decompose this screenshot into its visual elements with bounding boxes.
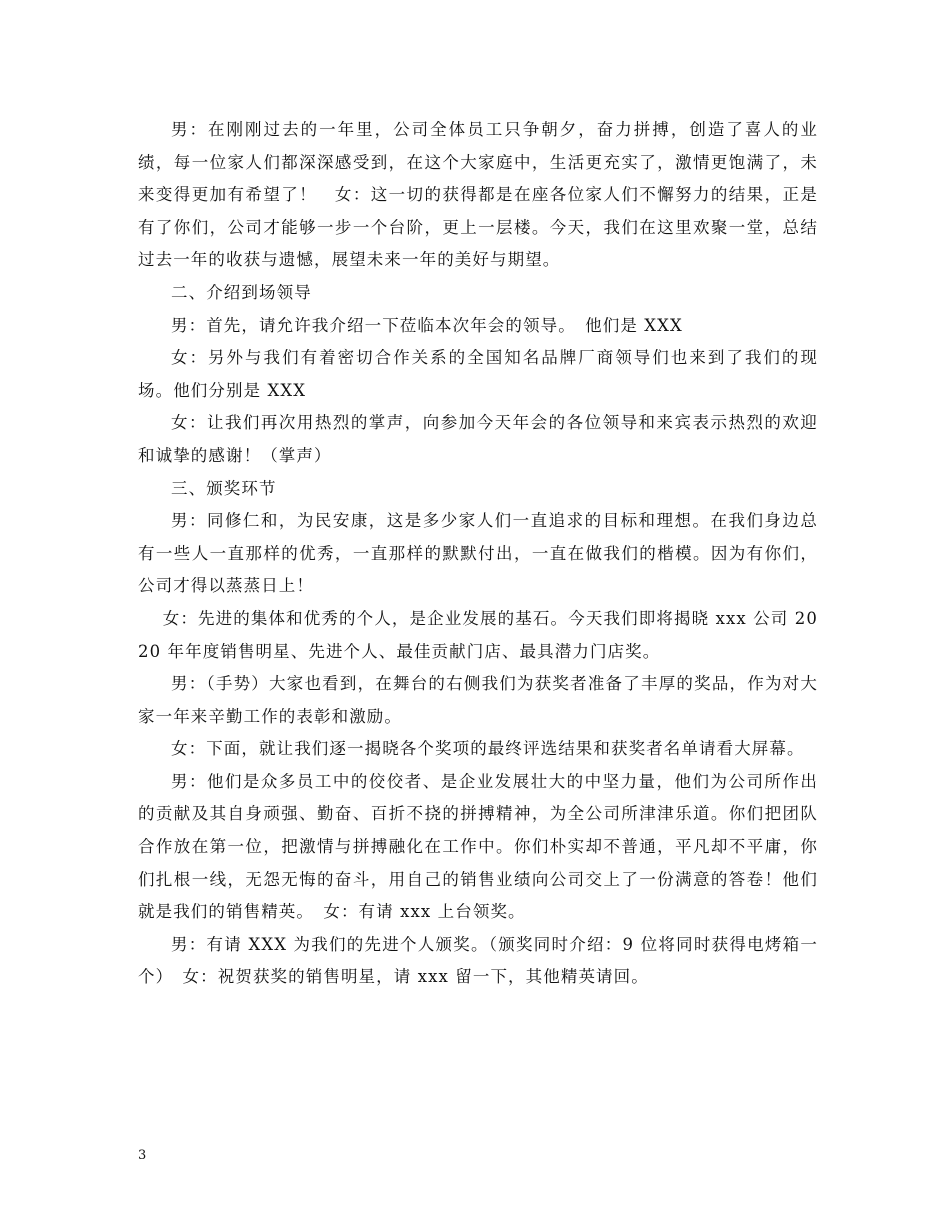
paragraph-applause: 女：让我们再次用热烈的掌声，向参加今天年会的各位领导和来宾表示热烈的欢迎和诚挚的感谢！（掌声） bbox=[138, 413, 818, 465]
paragraph-big-screen: 女：下面，就让我们逐一揭晓各个奖项的最终评选结果和获奖者名单请看大屏幕。 bbox=[171, 739, 805, 759]
paragraph-opening-remarks: 男：在刚刚过去的一年里，公司全体员工只争朝夕，奋力拼搏，创造了喜人的业绩，每一位家人们都深深感受到，在这个大家庭中，生活更充实了，激情更饱满了，未来变得更加有希望了！ 女：这一切的获得都是在座各位家人们不懈努力的结果，正是有了你们，公司才能够一步一个台阶，更上一层楼。今天，我们在这里欢聚一堂，总结过去一年的收获与遗憾，展望未来一年的美好与期望。 bbox=[138, 120, 818, 270]
paragraph-partner-leaders: 女：另外与我们有着密切合作关系的全国知名品牌厂商领导们也来到了我们的现场。他们分别是 XXX bbox=[138, 348, 818, 400]
paragraph-awards-intro: 男：同修仁和，为民安康，这是多少家人们一直追求的目标和理想。在我们身边总有一些人一直那样的优秀，一直那样的默默付出，一直在做我们的楷模。因为有你们，公司才得以蒸蒸日上！ bbox=[138, 511, 818, 596]
paragraph-sales-elite: 男：他们是众多员工中的佼佼者、是企业发展壮大的中坚力量，他们为公司所作出的贡献及其自身顽强、勤奋、百折不挠的拼搏精神，为全公司所津津乐道。你们把团队合作放在第一位，把激情与拼搏融化在工作中。你们朴实却不普通，平凡却不平庸，你们扎根一线，无怨无悔的奋斗，用自己的销售业绩向公司交上了一份满意的答卷！他们就是我们的销售精英。 女：有请 xxx 上台领奖。 bbox=[138, 771, 818, 922]
paragraph-awards-announce: 女：先进的集体和优秀的个人，是企业发展的基石。今天我们即将揭晓 xxx 公司 2020 年年度销售明星、先进个人、最佳贡献门店、最具潜力门店奖。 bbox=[138, 608, 818, 661]
paragraph-introduce-leaders: 男：首先，请允许我介绍一下莅临本次年会的领导。 他们是 XXX bbox=[171, 315, 683, 335]
paragraph-prizes: 男：（手势）大家也看到，在舞台的右侧我们为获奖者准备了丰厚的奖品，作为对大家一年来辛勤工作的表彰和激励。 bbox=[138, 674, 818, 726]
section-heading-introduce-leaders: 二、介绍到场领导 bbox=[171, 282, 312, 302]
document-body bbox=[138, 114, 818, 994]
section-heading-awards: 三、颁奖环节 bbox=[171, 478, 277, 498]
paragraph-advanced-individual: 男：有请 XXX 为我们的先进个人颁奖。（颁奖同时介绍：9 位将同时获得电烤箱一个） 女：祝贺获奖的销售明星，请 xxx 留一下，其他精英请回。 bbox=[138, 934, 818, 987]
page-number: 3 bbox=[138, 1148, 147, 1163]
